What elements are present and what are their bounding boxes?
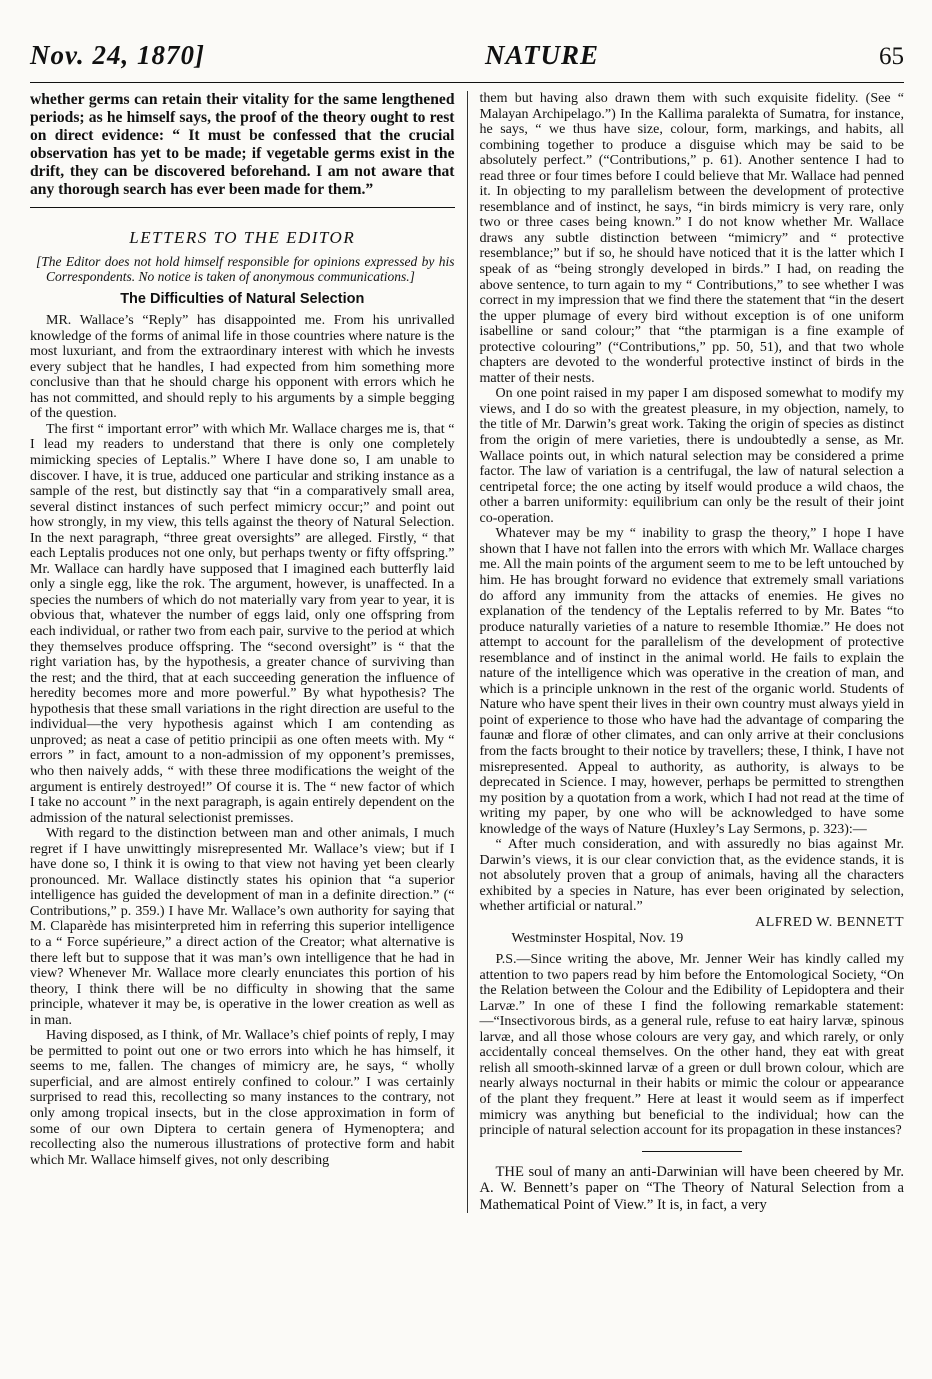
right-column (467, 91, 905, 1213)
article-title: The Difficulties of Natural Selection (120, 290, 365, 307)
body-paragraph: Having disposed, as I think, of Mr. Wallace’s chief points of reply, I may be permitted to point out one or two errors into which he has himself, it seems to me, fallen. The changes of mimicry are, he says, “ wholly superficial, and are almost entirely confined to colour.” I was certainly surprised to read this, recollecting so many instances to the contrary, not only among tropical insects, but in the close approximation in form of some of our own Diptera to certain genera of Hymenoptera; and recollecting also the numerous illustrations of protective form and habit which Mr. Wallace himself gives, not only describing (30, 1028, 455, 1168)
postscript-paragraph: P.S.—Since writing the above, Mr. Jenner Weir has kindly called my attention to two papers read by him before the Entomological Society, “On the Relation between the Colour and the Edibility of Lepidoptera and their Larvæ.” In one of these I find the following remarkable statement:—“Insectivorous birds, as a general rule, refuse to eat hairy larvæ, spinous larvæ, and all those whose colours are very gay, and which rarely, or only accidentally conceal themselves. On the other hand, they eat with great relish all smooth-skinned larvæ of a green or dull brown colour, which are nearly always nocturnal in their habits or mimic the colour or appearance of the plant they frequent.” Here at least it would seem as if imperfect mimicry was anything but beneficial to the individual; how can the principle of natural selection account for its propagation in these instances? (479, 952, 904, 1139)
left-column (30, 91, 467, 1213)
intro-paragraph: whether germs can retain their vitality for the same lengthened periods; as he himself says, the proof of the theory ought to rest on direct evidence: “ It must be confessed that the crucial observation has yet to be made; if vegetable germs exist in the drift, they can be discovered beforehand. I am not aware that any thorough search has ever been made for them.” (30, 91, 455, 198)
header-rule (30, 82, 904, 83)
signature-place-date: Westminster Hospital, Nov. 19 (511, 930, 684, 946)
page-header (30, 40, 904, 78)
section-rule (30, 207, 455, 208)
page-number: 65 (878, 43, 904, 70)
body-paragraph: MR. Wallace’s “Reply” has disappointed me. From his unrivalled knowledge of the forms of animal life in those countries where nature is the most luxuriant, and from the extraordinary interest with which he invests every subject that he handles, I had expected from him something more conclusive than that he should charge his opponent with errors which he has not committed, and should reply to his arguments by a simple begging of the question. (30, 313, 455, 422)
body-paragraph: Whatever may be my “ inability to grasp the theory,” I hope I have shown that I have not fallen into the errors with which Mr. Wallace charges me. All the main points of the argument seem to me to be left untouched by him. He has brought forward no evidence that extremely small variations do afford any immunity from the attacks of enemies. He gives no explanation of the tendency of the Leptalis referred to by Mr. Bates “to produce naturally varieties of a nature to resemble Ithomiæ.” He does not attempt to account for the parallelism of the development of protective resemblance and of instinct in the animal world. He fails to explain the nature of the intelligence which was operative in the creation of man, and which is a principle unknown in the rest of the organic world. Students of Nature who have spent their lives in their own country must always yield in point of experience to those who have had the advantage of comparing the faunæ and floræ of other climates, and can only arrive at their conclusions from the facts brought to their notice by travellers; these, I think, I have not misrepresented. Appeal to authority, as authority, is always to be deprecated in Science. I may, however, perhaps be permitted to strengthen my position by a quotation from a work, which I had not read at the time of writing my paper, by one who will be acknowledged to have some knowledge of the ways of Nature (Huxley’s Lay Sermons, p. 323):— (479, 526, 904, 837)
body-paragraph: them but having also drawn them with such exquisite fidelity. (See “ Malayan Archipelago.”) In the Kallima paralekta of Sumatra, for instance, he says, “ we thus have size, colour, form, markings, and habits, all combining together to produce a disguise which may be said to be absolutely perfect.” (“Contributions,” p. 61). Another sentence I had to read three or four times before I could believe that Mr. Wallace had penned it. In objecting to my parallelism between the development of protective resemblance and of instinct, he says, “in birds mimicry is very rare, only two or three cases being known.” I do not know whether Mr. Wallace draws any subtle distinction between “mimicry” and “ protective resemblance;” but if so, he should have noticed that it is the latter which I speak of as “being strongly developed in birds.” I had, on reading the above sentence, to turn again to my “ Contributions,” to see whether I was correct in my impression that we find there the statement that “in the desert the upper plumage of every bird without exception is of one uniform isabelline or sand colour;” that “the ptarmigan is a fine example of protective colouring” (“Contributions,” pp. 50, 51), and that two whole chapters are devoted to the wonderful protective instinct of birds in the matter of their nests. (479, 91, 904, 386)
editor-note: [The Editor does not hold himself responsible for opinions expressed by his Correspondents. No notice is taken of anonymous communications.] (36, 253, 455, 284)
body-paragraph: With regard to the distinction between man and other animals, I much regret if I have unwittingly misrepresented Mr. Wallace’s view; but if I have done so, I think it is owing to that view not having yet been clearly pronounced. Mr. Wallace distinctly states his opinion that “a superior intelligence has guided the development of man in a definite direction.” (“ Contributions,” p. 359.) I have Mr. Wallace’s own authority for saying that M. Claparède has misinterpreted him in referring this superior intelligence to a “ Force supérieure,” a direct action of the Creator; what alternative is there left but to suppose that it was man’s own intelligence that he had in view? Whenever Mr. Wallace more clearly enunciates this portion of his theory, I think there will be no difficulty in showing that the same principle, whatever it may be, is operative in the lower creation as well as in man. (30, 826, 455, 1028)
divider-rule (642, 1151, 742, 1152)
issue-date: Nov. 24, 1870] (30, 40, 205, 70)
journal-title: NATURE (484, 40, 599, 70)
columns (30, 91, 904, 1213)
quotation-paragraph: “ After much consideration, and with assuredly no bias against Mr. Darwin’s views, it is our clear conviction that, as the evidence stands, it is not absolutely proven that a group of animals, having all the characters exhibited by a species in Nature, has ever been originated by selection, whether artificial or natural.” (479, 837, 904, 915)
next-article-paragraph: THE soul of many an anti-Darwinian will have been cheered by Mr. A. W. Bennett’s paper on “The Theory of Natural Selection from a Mathematical Point of View.” It is, in fact, a very (479, 1163, 904, 1213)
body-paragraph: On one point raised in my paper I am disposed somewhat to modify my views, and I do so with the greatest pleasure, in my objection, namely, to the title of Mr. Darwin’s great work. Taking the origin of species as distinct from the origin of mere varieties, there is undoubtedly a sense, as Mr. Wallace points out, in which natural selection may be considered a prime factor. The law of variation is a centrifugal, the law of natural selection a centripetal force; the one acting by itself would produce a wild chaos, the other a barren uniformity: equilibrium can only be the result of their joint co-operation. (479, 386, 904, 526)
section-heading: LETTERS TO THE EDITOR (129, 228, 356, 247)
body-paragraph: The first “ important error” with which Mr. Wallace charges me is, that “ I lead my readers to understand that there is only one completely mimicking species of Leptalis.” Where I have done so, I am unable to discover. I have, it is true, adduced one particular and striking instance as a sample of the rest, but distinctly say that “in a comparatively small area, several distinct instances of such perfect mimicry occur;” and point out how strongly, in my view, this tells against the theory of Natural Selection. In the next paragraph, “three great oversights” are alleged. Firstly, “ that each Leptalis produces not one only, but perhaps twenty or fifty offspring.” Mr. Wallace can hardly have supposed that I imagined each butterfly laid only a single egg, like the rok. The argument, however, is unaffected. In a species the numbers of which do not materially vary from year to year, it is obvious that, whatever the number of eggs laid, only one offspring from each individual, or rather two from each pair, survive to the period at which they themselves produce offspring. The “second oversight” is “ that the right variation has, by the hypothesis, a greater chance of surviving than the rest; and the third, that at each succeeding generation the influence of heredity becomes more and more powerful.” By what hypothesis? The hypothesis that these small variations in the right direction are useful to the individual—the very hypothesis against which I am contending as unproved; as neat a case of petitio principii as one often meets with. My “ errors ” in fact, amount to a non-admission of my opponent’s premisses, who then naively adds, “ with these three modifications the weight of the argument is entirely destroyed!” Of course it is. The “ new factor of which I take no account ” in the next paragraph, is again entirely dependent on the admission of the natural selectionist premisses. (30, 421, 455, 826)
author-signature: ALFRED W. BENNETT (755, 914, 904, 930)
